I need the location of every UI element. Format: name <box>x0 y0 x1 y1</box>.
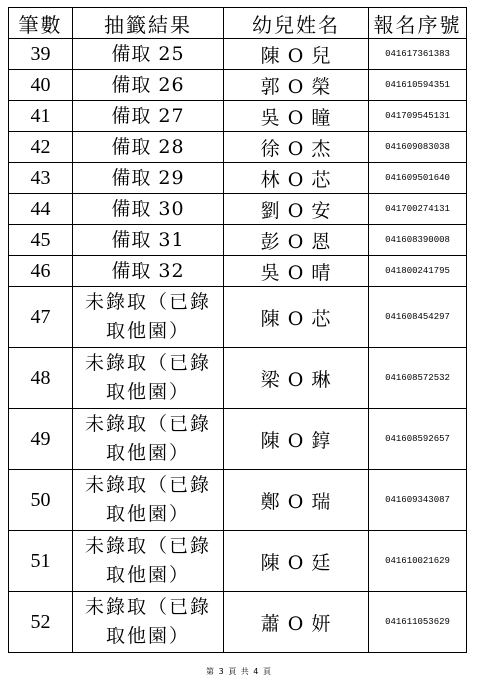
row-reg-no: 041608390008 <box>369 225 467 256</box>
row-reg-no: 041617361383 <box>369 39 467 70</box>
row-reg-no: 041608572532 <box>369 348 467 409</box>
header-reg-no: 報名序號 <box>369 8 467 39</box>
row-number: 45 <box>9 225 73 256</box>
table-row <box>9 39 467 70</box>
row-number: 42 <box>9 132 73 163</box>
row-result: 備取 26 <box>73 70 224 101</box>
row-child-name: 徐 O 杰 <box>224 132 369 163</box>
result-line-1: 未錄取（已錄 <box>84 474 211 496</box>
row-child-name: 林 O 芯 <box>224 163 369 194</box>
row-child-name: 吳 O 瞳 <box>224 101 369 132</box>
row-child-name: 陳 O 芯 <box>224 287 369 348</box>
table-row <box>9 531 467 592</box>
row-number: 50 <box>9 470 73 531</box>
page-footer: 第 3 頁 共 4 頁 <box>206 667 272 676</box>
table-row <box>9 409 467 470</box>
row-child-name: 彭 O 恩 <box>224 225 369 256</box>
table-body <box>9 39 467 653</box>
row-reg-no: 041608592657 <box>369 409 467 470</box>
row-result: 備取 25 <box>73 39 224 70</box>
row-result: 備取 27 <box>73 101 224 132</box>
row-reg-no: 041700274131 <box>369 194 467 225</box>
row-result <box>73 348 224 409</box>
lottery-results-table <box>8 7 467 653</box>
result-line-1: 未錄取（已錄 <box>84 352 211 374</box>
row-reg-no: 041800241795 <box>369 256 467 287</box>
result-line-1: 未錄取（已錄 <box>84 596 211 618</box>
table-header <box>9 8 467 39</box>
result-line-2: 取他園） <box>105 320 190 342</box>
header-result: 抽籤結果 <box>73 8 224 39</box>
row-reg-no: 041609501640 <box>369 163 467 194</box>
row-reg-no: 041608454297 <box>369 287 467 348</box>
row-reg-no: 041610021629 <box>369 531 467 592</box>
table-row <box>9 194 467 225</box>
table-row <box>9 287 467 348</box>
row-result <box>73 409 224 470</box>
result-line-2: 取他園） <box>105 564 190 586</box>
row-reg-no: 041611053629 <box>369 592 467 653</box>
result-line-2: 取他園） <box>105 381 190 403</box>
row-number: 47 <box>9 287 73 348</box>
row-number: 48 <box>9 348 73 409</box>
row-reg-no: 041610594351 <box>369 70 467 101</box>
result-line-1: 未錄取（已錄 <box>84 535 211 557</box>
row-child-name: 鄭 O 瑞 <box>224 470 369 531</box>
result-line-2: 取他園） <box>105 503 190 525</box>
header-row <box>9 8 467 39</box>
header-number: 筆數 <box>9 8 73 39</box>
row-reg-no: 041609343087 <box>369 470 467 531</box>
row-result: 備取 31 <box>73 225 224 256</box>
row-result: 備取 30 <box>73 194 224 225</box>
row-child-name: 蕭 O 妍 <box>224 592 369 653</box>
row-result: 備取 29 <box>73 163 224 194</box>
result-line-1: 未錄取（已錄 <box>84 413 211 435</box>
header-child-name: 幼兒姓名 <box>224 8 369 39</box>
result-line-1: 未錄取（已錄 <box>84 291 211 313</box>
row-number: 39 <box>9 39 73 70</box>
row-child-name: 陳 O 兒 <box>224 39 369 70</box>
result-line-2: 取他園） <box>105 625 190 647</box>
row-number: 46 <box>9 256 73 287</box>
table-row <box>9 470 467 531</box>
row-number: 43 <box>9 163 73 194</box>
table-row <box>9 132 467 163</box>
row-number: 40 <box>9 70 73 101</box>
table-row <box>9 101 467 132</box>
row-number: 51 <box>9 531 73 592</box>
row-child-name: 郭 O 榮 <box>224 70 369 101</box>
row-number: 44 <box>9 194 73 225</box>
row-result <box>73 470 224 531</box>
table-row <box>9 348 467 409</box>
row-number: 41 <box>9 101 73 132</box>
row-child-name: 陳 O 廷 <box>224 531 369 592</box>
row-result <box>73 531 224 592</box>
table-row <box>9 70 467 101</box>
row-child-name: 吳 O 晴 <box>224 256 369 287</box>
row-child-name: 梁 O 琳 <box>224 348 369 409</box>
row-result: 備取 32 <box>73 256 224 287</box>
row-child-name: 劉 O 安 <box>224 194 369 225</box>
row-reg-no: 041609083038 <box>369 132 467 163</box>
table-row <box>9 225 467 256</box>
row-child-name: 陳 O 錞 <box>224 409 369 470</box>
row-result <box>73 287 224 348</box>
row-reg-no: 041709545131 <box>369 101 467 132</box>
table-row <box>9 592 467 653</box>
table-row <box>9 163 467 194</box>
row-number: 49 <box>9 409 73 470</box>
row-result <box>73 592 224 653</box>
table-row <box>9 256 467 287</box>
result-line-2: 取他園） <box>105 442 190 464</box>
row-number: 52 <box>9 592 73 653</box>
row-result: 備取 28 <box>73 132 224 163</box>
